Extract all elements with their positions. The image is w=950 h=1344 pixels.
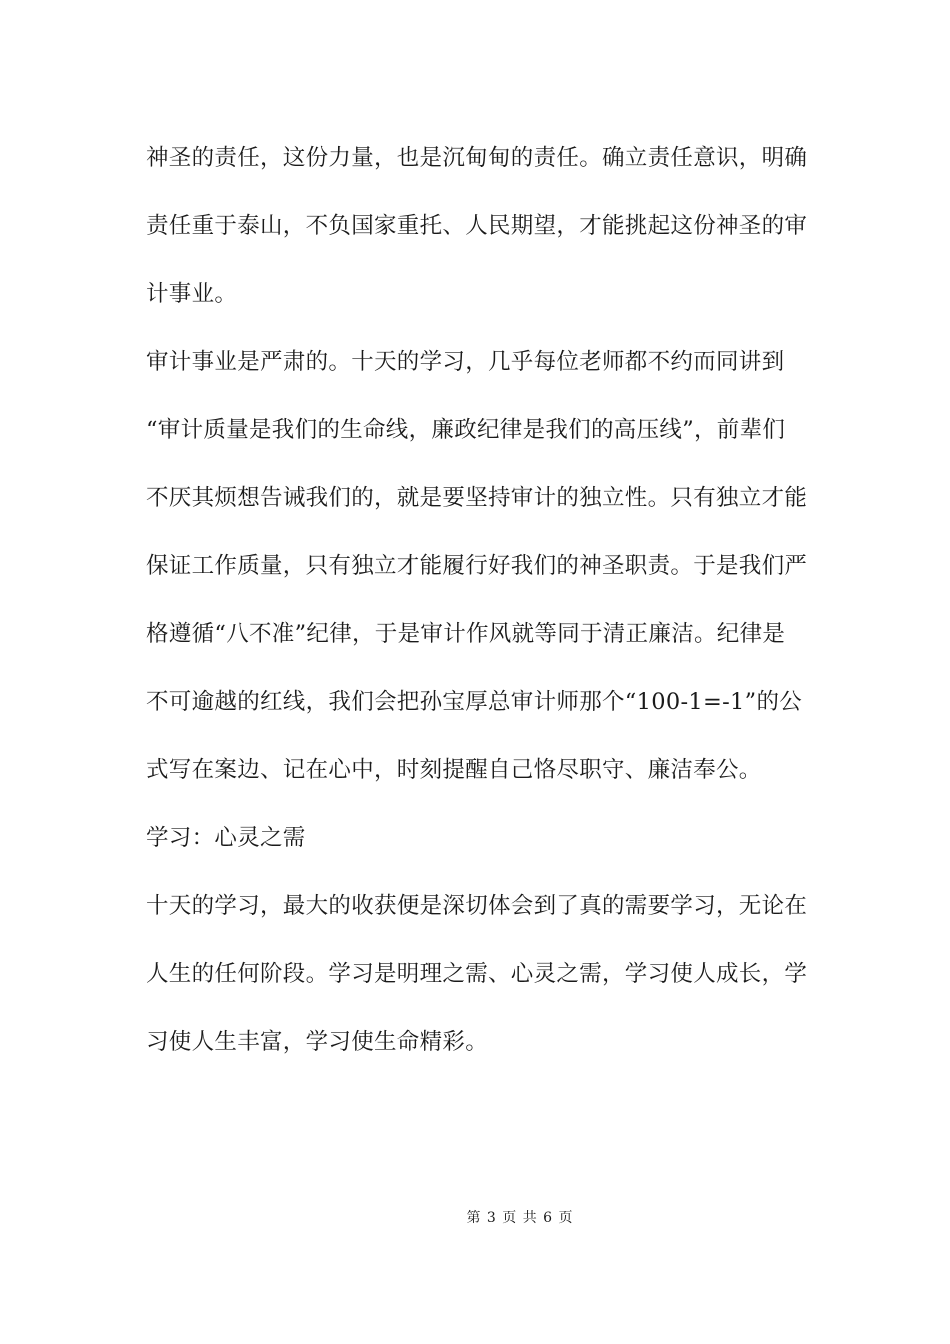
text-line: “审计质量是我们的生命线，廉政纪律是我们的高压线”，前辈们 <box>146 417 786 443</box>
text-line: 审计事业是严肃的。十天的学习，几乎每位老师都不约而同讲到 <box>146 349 785 375</box>
body-text <box>146 124 810 1076</box>
section-heading: 学习：心灵之需 <box>146 825 306 851</box>
text-line: 格遵循“八不准”纪律，于是审计作风就等同于清正廉洁。纪律是 <box>146 621 786 647</box>
text-line: 保证工作质量，只有独立才能履行好我们的神圣职责。于是我们严 <box>146 553 808 579</box>
text-line: 习使人生丰富，学习使生命精彩。 <box>146 1029 489 1055</box>
text-line: 式写在案边、记在心中，时刻提醒自己恪尽职守、廉洁奉公。 <box>146 757 762 783</box>
text-line: 不厌其烦想告诫我们的，就是要坚持审计的独立性。只有独立才能 <box>146 485 808 511</box>
text-line: 计事业。 <box>146 281 238 307</box>
text-line: 责任重于泰山，不负国家重托、人民期望，才能挑起这份神圣的审 <box>146 213 808 239</box>
text-line: 不可逾越的红线，我们会把孙宝厚总审计师那个“100-1=-1”的公 <box>146 689 803 715</box>
page-number: 第 3 页 共 6 页 <box>466 1210 574 1226</box>
text-line: 十天的学习，最大的收获便是深切体会到了真的需要学习，无论在 <box>146 893 808 919</box>
text-line: 人生的任何阶段。学习是明理之需、心灵之需，学习使人成长，学 <box>146 961 808 987</box>
text-line: 神圣的责任，这份力量，也是沉甸甸的责任。确立责任意识，明确 <box>146 145 808 171</box>
